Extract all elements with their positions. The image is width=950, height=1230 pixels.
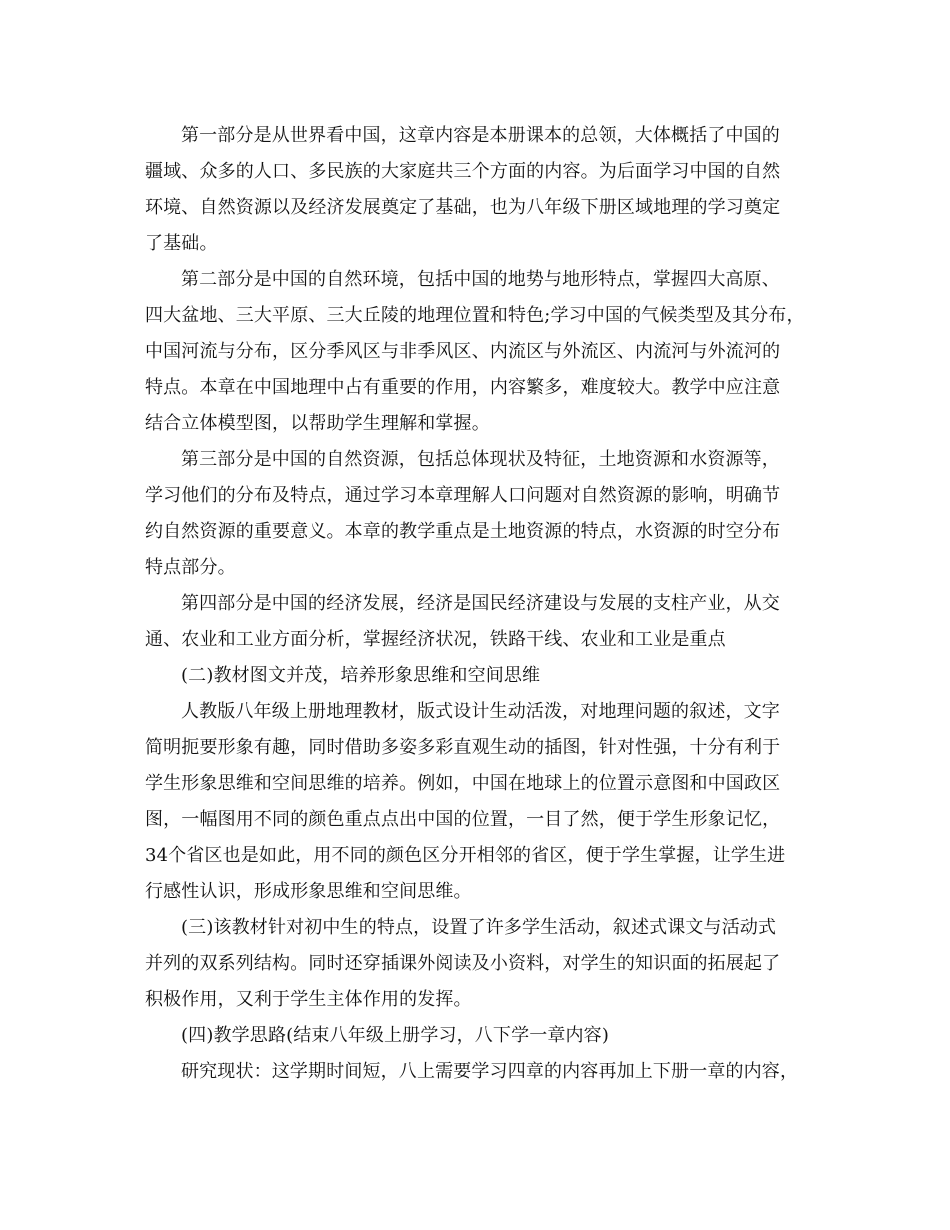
text-line: 疆域、众多的人口、多民族的大家庭共三个方面的内容。为后面学习中国的自然 — [145, 161, 781, 182]
text-line: 环境、自然资源以及经济发展奠定了基础，也为八年级下册区域地理的学习奠定 — [145, 197, 781, 218]
text-line: 第四部分是中国的经济发展，经济是国民经济建设与发展的支柱产业，从交 — [181, 593, 780, 614]
text-line: 人教版八年级上册地理教材，版式设计生动活泼，对地理问题的叙述，文字 — [181, 701, 780, 722]
text-line: 中国河流与分布，区分季风区与非季风区、内流区与外流区、内流河与外流河的 — [145, 341, 781, 362]
text-line: 简明扼要形象有趣，同时借助多姿多彩直观生动的插图，针对性强，十分有利于 — [145, 737, 781, 758]
text-line: 特点部分。 — [145, 557, 236, 578]
text-line: 并列的双系列结构。同时还穿插课外阅读及小资料，对学生的知识面的拓展起了 — [145, 953, 781, 974]
section-heading: (三)该教材针对初中生的特点，设置了许多学生活动，叙述式课文与活动式 — [181, 917, 777, 938]
section-heading: (四)教学思路(结束八年级上册学习，八下学一章内容) — [181, 1025, 609, 1046]
document-body — [145, 118, 825, 1090]
text-line: 图，一幅图用不同的颜色重点点出中国的位置，一目了然，便于学生形象记忆， — [145, 809, 781, 830]
text-line: 第三部分是中国的自然资源，包括总体现状及特征，土地资源和水资源等， — [181, 449, 780, 470]
text-line: 约自然资源的重要意义。本章的教学重点是土地资源的特点，水资源的时空分布 — [145, 521, 781, 542]
text-line: 第二部分是中国的自然环境，包括中国的地势与地形特点，掌握四大高原、 — [181, 269, 780, 290]
text-line: 积极作用，又利于学生主体作用的发挥。 — [145, 989, 472, 1010]
text-line: 第一部分是从世界看中国，这章内容是本册课本的总领，大体概括了中国的 — [181, 125, 780, 146]
text-line: 研究现状：这学期时间短，八上需要学习四章的内容再加上下册一章的内容， — [181, 1061, 799, 1082]
text-line: 结合立体模型图，以帮助学生理解和掌握。 — [145, 413, 490, 434]
text-line: 四大盆地、三大平原、三大丘陵的地理位置和特色;学习中国的气候类型及其分布， — [145, 305, 805, 326]
text-line: 通、农业和工业方面分析，掌握经济状况，铁路干线、农业和工业是重点 — [145, 629, 726, 650]
text-line: 学生形象思维和空间思维的培养。例如，中国在地球上的位置示意图和中国政区 — [145, 773, 781, 794]
section-heading: (二)教材图文并茂，培养形象思维和空间思维 — [181, 665, 541, 686]
text-line: 34个省区也是如此，用不同的颜色区分开相邻的省区，便于学生掌握，让学生进 — [145, 845, 786, 866]
text-line: 了基础。 — [145, 233, 218, 254]
text-line: 行感性认识，形成形象思维和空间思维。 — [145, 881, 472, 902]
text-line: 学习他们的分布及特点，通过学习本章理解人口问题对自然资源的影响，明确节 — [145, 485, 781, 506]
text-line: 特点。本章在中国地理中占有重要的作用，内容繁多，难度较大。教学中应注意 — [145, 377, 781, 398]
